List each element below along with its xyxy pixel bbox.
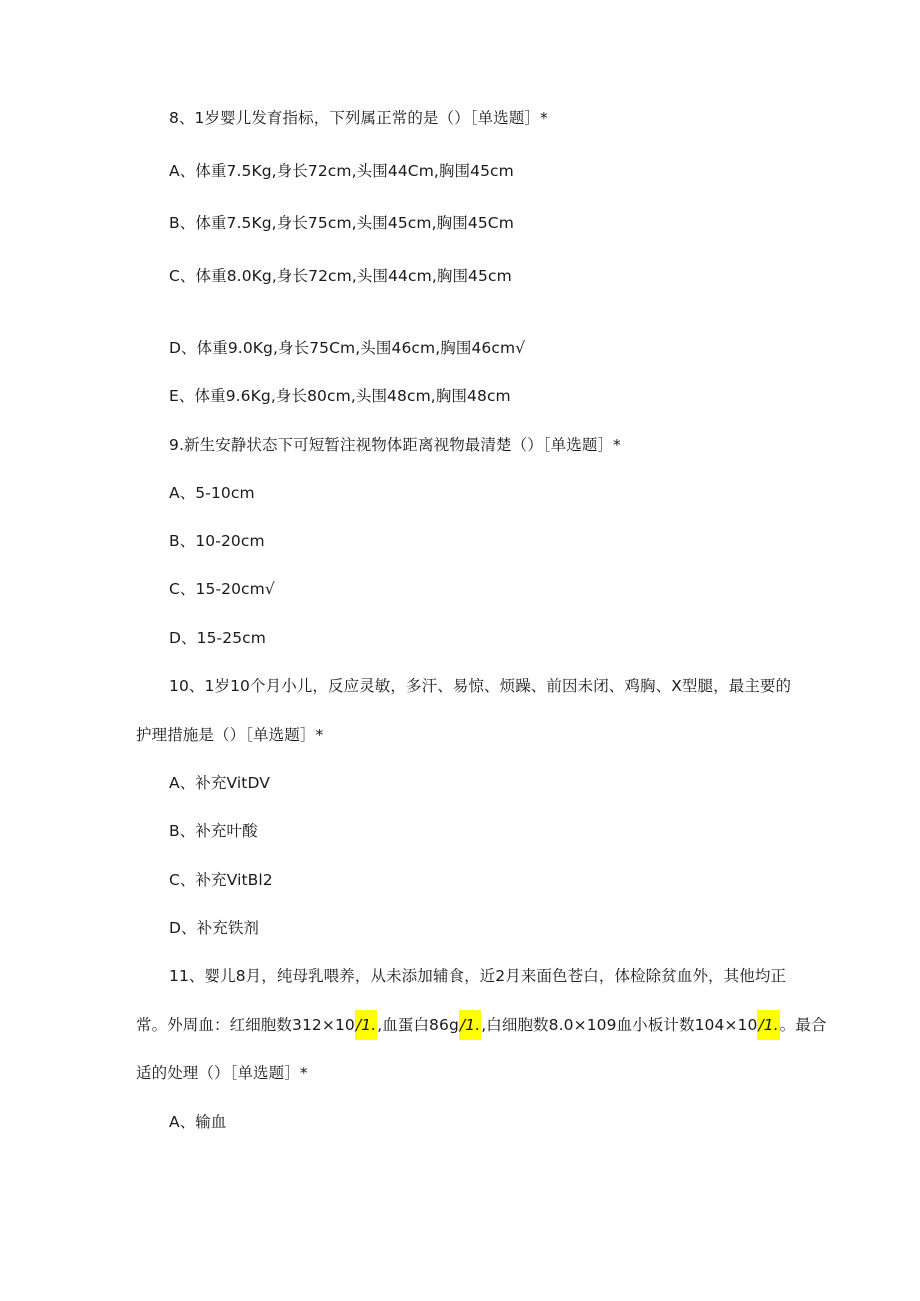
q10-option-d: D、补充铁剂 [169,919,260,937]
q8-option-c: C、体重8.0Kg,身长72cm,头围44cm,胸围45cm [169,267,512,285]
q11-unit-highlight-1: ∕1. [355,1010,377,1040]
q11-stem-line-2-tail: 。最合 [779,1016,827,1034]
q8-option-d: D、体重9.0Kg,身长75Cm,头围46cm,胸围46cm√ [169,339,526,357]
q8-option-b: B、体重7.5Kg,身长75cm,头围45cm,胸围45Cm [169,214,514,232]
q11-stem-line-1: 11、婴儿8月，纯母乳喂养，从未添加辅食，近2月来面色苍白，体检除贫血外，其他均正 [169,967,787,985]
q11-blood-hb-text: ,血蛋白86g [377,1016,459,1034]
q11-blood-wbc-plt-text: ,白细胞数8.0×109血小板计数104×10 [481,1016,758,1034]
q9-option-a: A、5-10cm [169,484,255,502]
q8-option-a: A、体重7.5Kg,身长72cm,头围44Cm,胸围45cm [169,162,514,180]
q10-option-c: C、补充VitBl2 [169,871,273,889]
q11-unit-highlight-2: ∕1. [459,1010,481,1040]
q10-option-b: B、补充叶酸 [169,822,258,840]
q11-stem-line-3: 适的处理（）［单选题］* [136,1064,308,1082]
q10-option-a: A、补充VitDV [169,774,270,792]
q8-stem: 8、1岁婴儿发育指标，下列属正常的是（）［单选题］* [169,109,548,127]
q11-blood-rbc-text: 常。外周血：红细胞数312×10 [136,1016,355,1034]
q9-option-b: B、10-20cm [169,532,265,550]
q11-option-a: A、输血 [169,1113,227,1131]
q9-option-c: C、15-20cm√ [169,580,275,598]
q10-stem-line-2: 护理措施是（）［单选题］* [136,726,324,744]
q8-option-e: E、体重9.6Kg,身长80cm,头围48cm,胸围48cm [169,387,511,405]
q9-stem: 9.新生安静状态下可短暂注视物体距离视物最清楚（）［单选题］* [169,436,621,454]
q9-option-d: D、15-25cm [169,629,266,647]
q11-stem-line-2 [136,1015,827,1035]
q11-unit-highlight-3: ∕1. [757,1010,779,1040]
q10-stem-line-1: 10、1岁10个月小儿，反应灵敏，多汗、易惊、烦躁、前因未闭、鸡胸、X型腿，最主要的 [169,677,792,695]
